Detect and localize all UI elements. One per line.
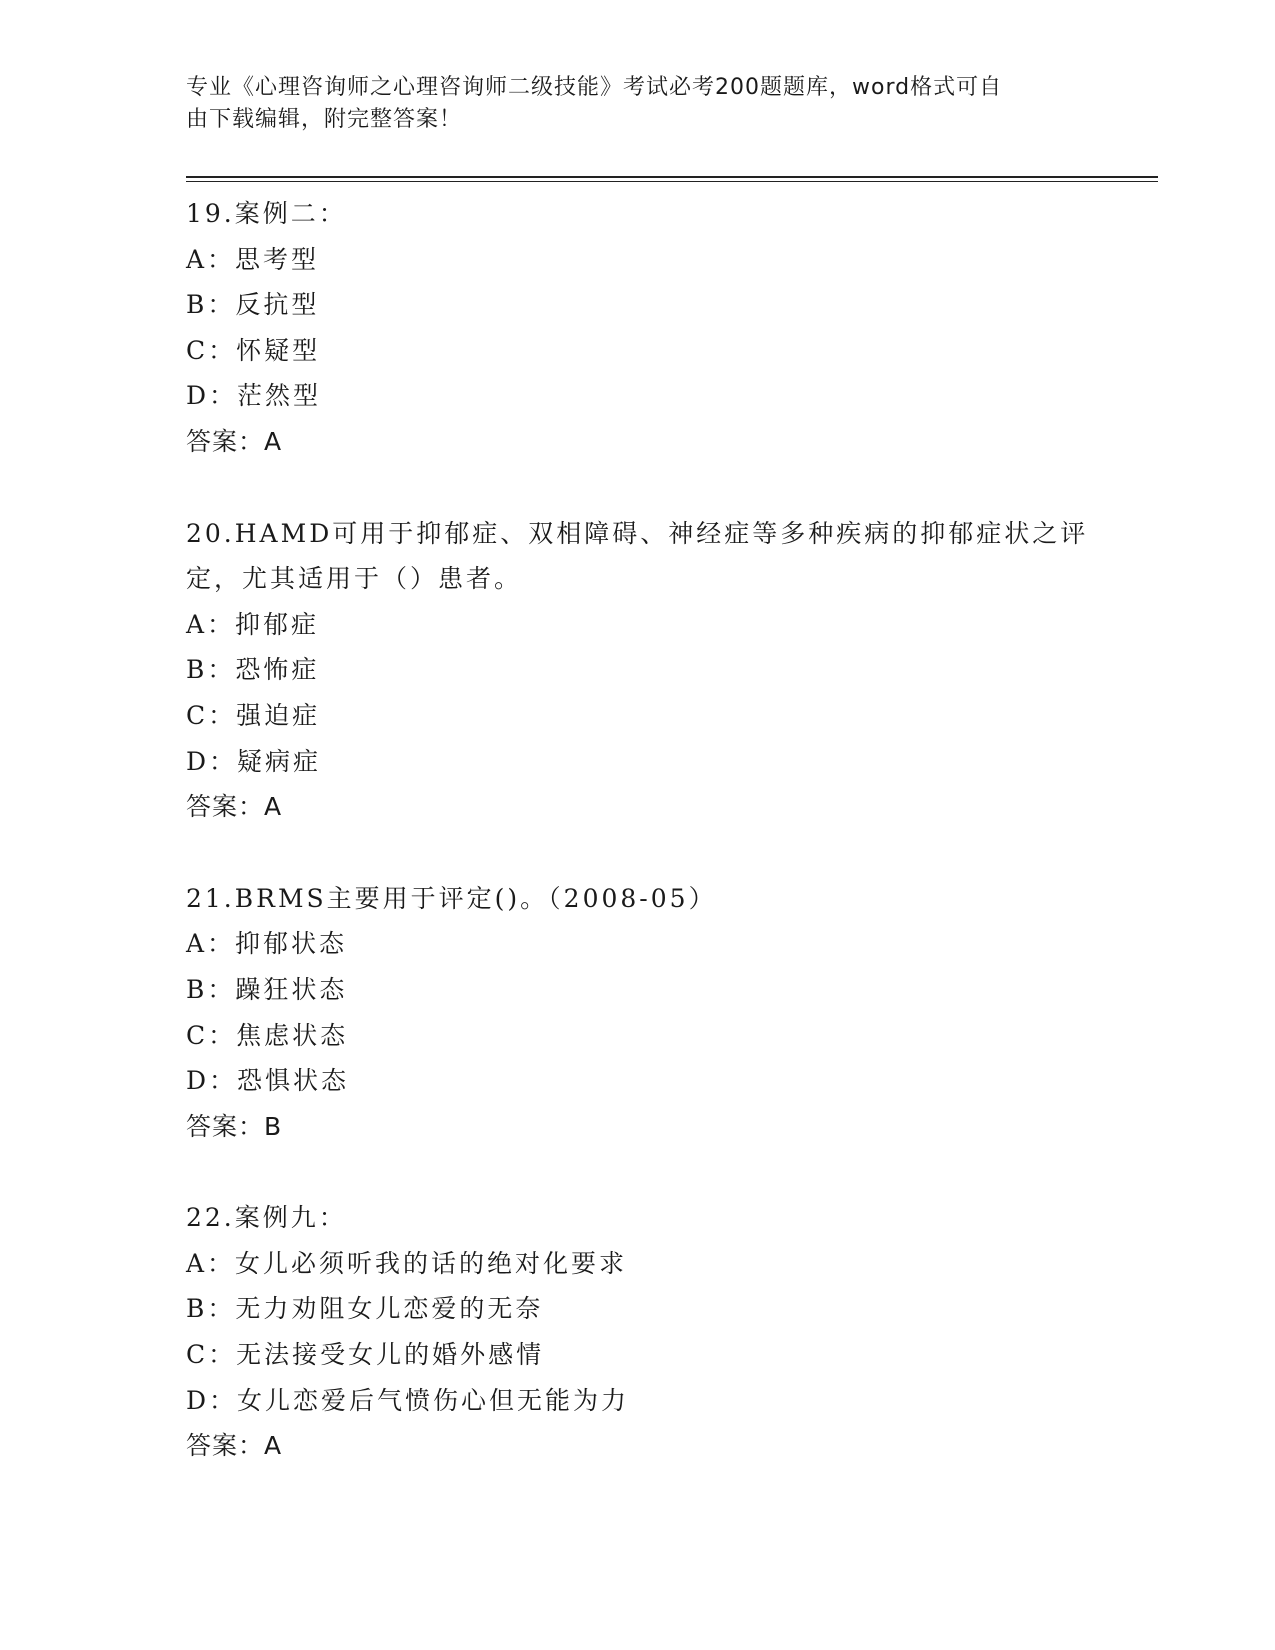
option-c: C：无法接受女儿的婚外感情	[186, 1340, 545, 1370]
option-b: B：无力劝阻女儿恋爱的无奈	[186, 1294, 544, 1324]
document-header	[186, 72, 1086, 136]
option-a: A：女儿必须听我的话的绝对化要求	[186, 1248, 628, 1278]
question-19	[186, 191, 1086, 465]
question-stem: 19.案例二：	[186, 199, 347, 228]
question-stem: 21.BRMS主要用于评定()。（2008-05）	[186, 883, 717, 913]
question-stem-line-2: 定，尤其适用于（）患者。	[186, 564, 523, 594]
header-divider-thick	[186, 176, 1158, 178]
option-c: C：怀疑型	[186, 335, 321, 365]
option-b: B：反抗型	[186, 290, 320, 320]
question-stem-line-1: 20.HAMD可用于抑郁症、双相障碍、神经症等多种疾病的抑郁症状之评	[186, 518, 1089, 548]
option-a: A：抑郁状态	[186, 929, 348, 959]
option-c: C：焦虑状态	[186, 1020, 349, 1050]
question-stem: 22.案例九：	[186, 1203, 347, 1233]
option-a: A：抑郁症	[186, 609, 320, 639]
option-b: B：恐怖症	[186, 655, 320, 685]
option-c: C：强迫症	[186, 700, 321, 730]
header-title-line-2: 由下载编辑，附完整答案！	[186, 107, 463, 132]
option-d: D：疑病症	[186, 746, 322, 776]
header-divider-thin	[186, 181, 1158, 182]
answer-line: 答案：B	[186, 1111, 283, 1141]
option-d: D：茫然型	[186, 381, 322, 411]
question-22	[186, 1195, 1086, 1469]
header-title-line-1: 专业《心理咨询师之心理咨询师二级技能》考试必考200题题库，word格式可自	[186, 75, 1003, 100]
question-21	[186, 876, 1086, 1150]
option-d: D：恐惧状态	[186, 1066, 350, 1096]
answer-line: 答案：A	[186, 1431, 283, 1461]
question-20	[186, 511, 1089, 830]
question-list	[186, 191, 1089, 1515]
option-d: D：女儿恋爱后气愤伤心但无能为力	[186, 1385, 630, 1415]
answer-line: 答案：A	[186, 792, 283, 822]
answer-line: 答案：A	[186, 426, 283, 456]
option-b: B：躁狂状态	[186, 974, 348, 1004]
option-a: A：思考型	[186, 244, 320, 274]
